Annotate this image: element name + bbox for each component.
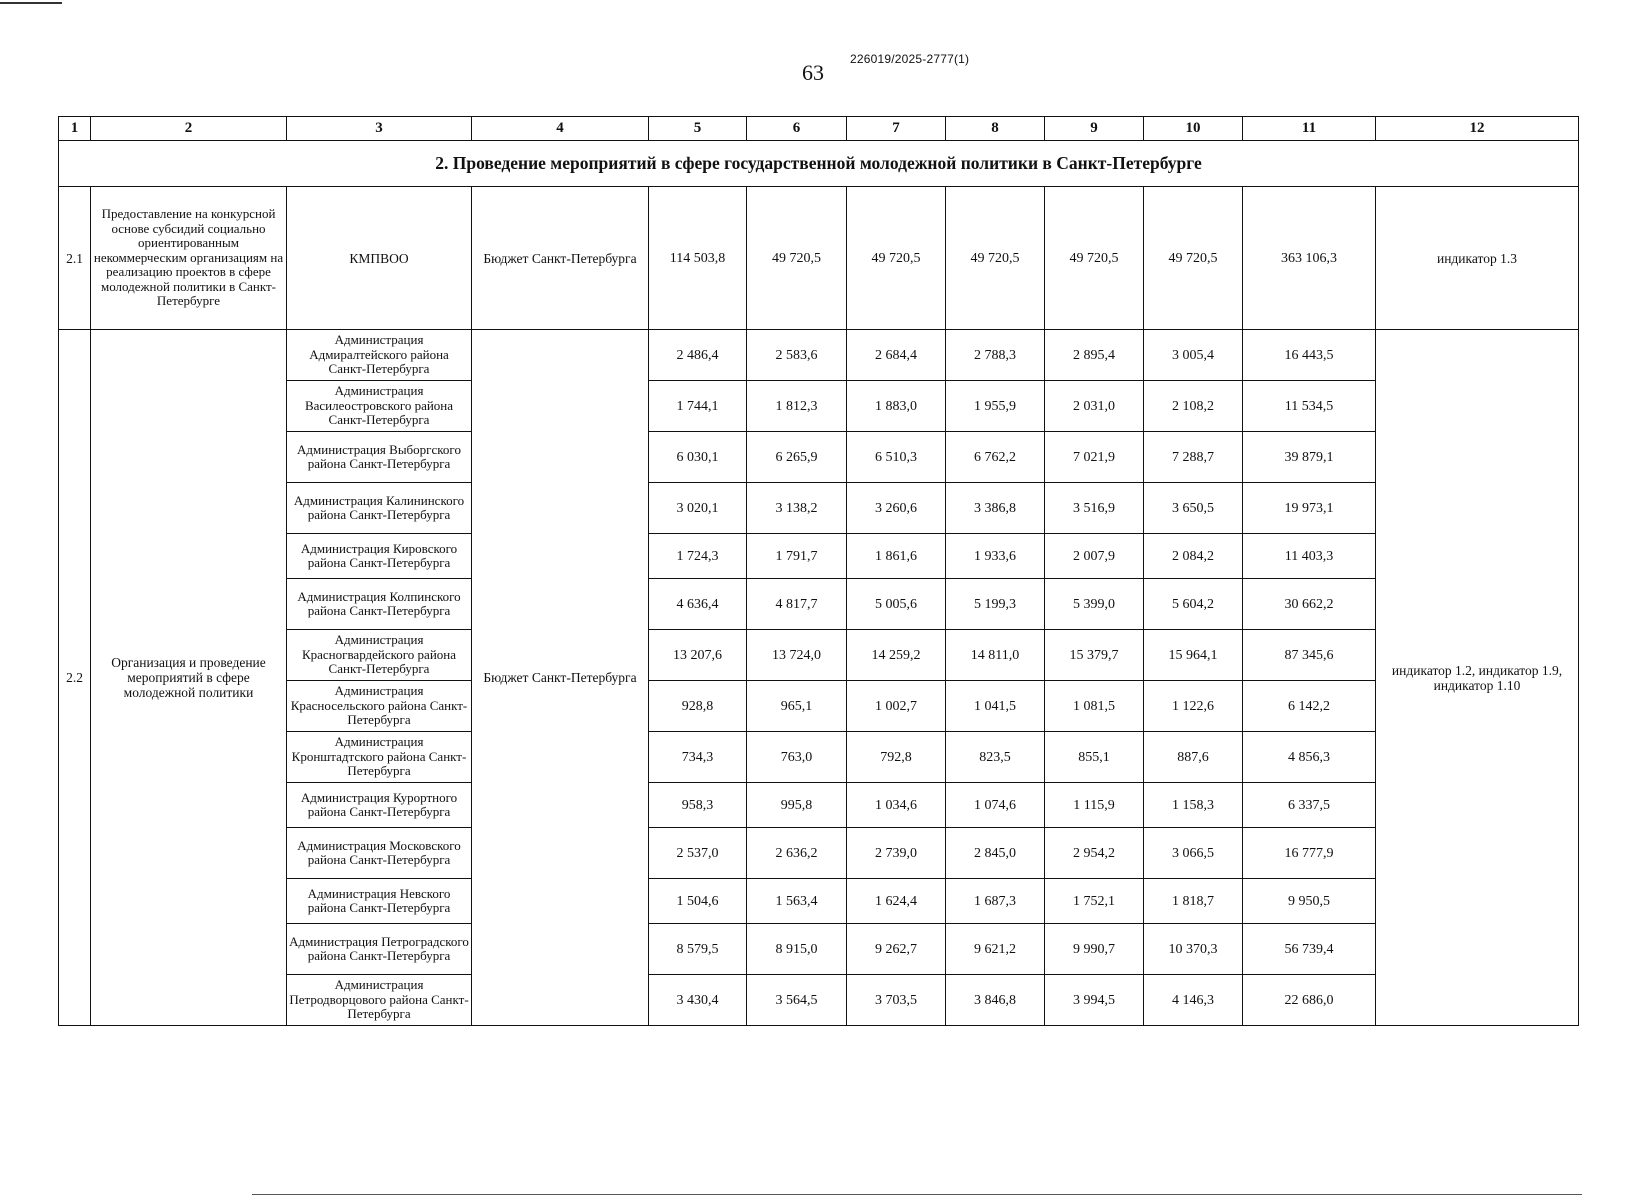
executor: Администрация Кронштадтского района Санкт-Петербурга [287,732,472,783]
total-cell: 16 443,5 [1243,330,1376,381]
value-cell: 1 122,6 [1144,681,1243,732]
total-cell: 19 973,1 [1243,483,1376,534]
scan-artifact-line [252,1194,1582,1195]
executor: Администрация Красносельского района Санкт-Петербурга [287,681,472,732]
executor: Администрация Красногвардейского района Санкт-Петербурга [287,630,472,681]
value-cell: 1 744,1 [649,381,747,432]
value-cell: 7 021,9 [1045,432,1144,483]
document-code: 226019/2025-2777(1) [850,52,970,66]
column-number-4: 4 [472,117,649,141]
total-cell: 4 856,3 [1243,732,1376,783]
executor: Администрация Выборгского района Санкт-Петербурга [287,432,472,483]
value-cell: 1 158,3 [1144,783,1243,828]
executor: Администрация Невского района Санкт-Петербурга [287,879,472,924]
total-cell: 39 879,1 [1243,432,1376,483]
table-row [59,432,1579,483]
value-cell: 2 108,2 [1144,381,1243,432]
value-cell: 4 146,3 [1144,975,1243,1026]
table-row [59,330,1579,381]
value-cell: 9 990,7 [1045,924,1144,975]
executor: Администрация Петроградского района Санкт-Петербурга [287,924,472,975]
budget-table-container [58,116,1578,1026]
table-row [59,381,1579,432]
total-cell: 30 662,2 [1243,579,1376,630]
value-cell: 2 486,4 [649,330,747,381]
indicator: индикатор 1.3 [1376,187,1579,330]
value-cell: 1 883,0 [847,381,946,432]
value-cell: 14 259,2 [847,630,946,681]
value-cell: 8 579,5 [649,924,747,975]
value-cell: 2 007,9 [1045,534,1144,579]
value-cell: 114 503,8 [649,187,747,330]
value-cell: 823,5 [946,732,1045,783]
table-row [59,732,1579,783]
value-cell: 6 030,1 [649,432,747,483]
value-cell: 1 791,7 [747,534,847,579]
value-cell: 5 604,2 [1144,579,1243,630]
value-cell: 6 265,9 [747,432,847,483]
table-row [59,975,1579,1026]
value-cell: 958,3 [649,783,747,828]
executor: Администрация Петродворцового района Санкт-Петербурга [287,975,472,1026]
table-row [59,483,1579,534]
column-number-2: 2 [91,117,287,141]
value-cell: 3 005,4 [1144,330,1243,381]
column-number-5: 5 [649,117,747,141]
value-cell: 49 720,5 [847,187,946,330]
value-cell: 792,8 [847,732,946,783]
value-cell: 1 955,9 [946,381,1045,432]
value-cell: 49 720,5 [1045,187,1144,330]
column-number-11: 11 [1243,117,1376,141]
column-number-10: 10 [1144,117,1243,141]
table-row [59,630,1579,681]
value-cell: 6 762,2 [946,432,1045,483]
page-number: 63 [802,60,824,85]
value-cell: 1 818,7 [1144,879,1243,924]
value-cell: 3 516,9 [1045,483,1144,534]
value-cell: 887,6 [1144,732,1243,783]
value-cell: 763,0 [747,732,847,783]
value-cell: 2 537,0 [649,828,747,879]
activity-name: Предоставление на конкурсной основе субсидий социально ориентированным некоммерческим организациям на реализацию проектов в сфере молодежной политики в Санкт-Петербурге [91,187,287,330]
value-cell: 2 636,2 [747,828,847,879]
total-cell: 87 345,6 [1243,630,1376,681]
executor: Администрация Курортного района Санкт-Петербурга [287,783,472,828]
executor: Администрация Московского района Санкт-Петербурга [287,828,472,879]
table-row [59,783,1579,828]
table-row [59,828,1579,879]
row-number: 2.2 [59,330,91,1026]
column-number-1: 1 [59,117,91,141]
value-cell: 15 379,7 [1045,630,1144,681]
value-cell: 3 650,5 [1144,483,1243,534]
funding-source: Бюджет Санкт-Петербурга [472,187,649,330]
value-cell: 1 687,3 [946,879,1045,924]
value-cell: 10 370,3 [1144,924,1243,975]
value-cell: 49 720,5 [946,187,1045,330]
value-cell: 2 031,0 [1045,381,1144,432]
column-number-7: 7 [847,117,946,141]
value-cell: 9 262,7 [847,924,946,975]
value-cell: 1 724,3 [649,534,747,579]
value-cell: 2 954,2 [1045,828,1144,879]
value-cell: 13 724,0 [747,630,847,681]
value-cell: 1 002,7 [847,681,946,732]
row-number: 2.1 [59,187,91,330]
value-cell: 49 720,5 [1144,187,1243,330]
table-row [59,681,1579,732]
table-row [59,534,1579,579]
value-cell: 4 817,7 [747,579,847,630]
executor: Администрация Кировского района Санкт-Петербурга [287,534,472,579]
value-cell: 995,8 [747,783,847,828]
activity-name: Организация и проведение мероприятий в сфере молодежной политики [91,330,287,1026]
total-cell: 11 403,3 [1243,534,1376,579]
value-cell: 1 115,9 [1045,783,1144,828]
value-cell: 5 005,6 [847,579,946,630]
executor: Администрация Адмиралтейского района Санкт-Петербурга [287,330,472,381]
value-cell: 5 199,3 [946,579,1045,630]
executor: Администрация Калининского района Санкт-Петербурга [287,483,472,534]
total-cell: 6 142,2 [1243,681,1376,732]
table-row [59,579,1579,630]
value-cell: 3 066,5 [1144,828,1243,879]
value-cell: 2 788,3 [946,330,1045,381]
value-cell: 1 034,6 [847,783,946,828]
value-cell: 1 812,3 [747,381,847,432]
value-cell: 1 074,6 [946,783,1045,828]
value-cell: 8 915,0 [747,924,847,975]
value-cell: 1 933,6 [946,534,1045,579]
total-cell: 56 739,4 [1243,924,1376,975]
executor: Администрация Василеостровского района Санкт-Петербурга [287,381,472,432]
total-cell: 6 337,5 [1243,783,1376,828]
value-cell: 2 739,0 [847,828,946,879]
value-cell: 3 386,8 [946,483,1045,534]
executor: Администрация Колпинского района Санкт-Петербурга [287,579,472,630]
value-cell: 3 260,6 [847,483,946,534]
section-title: 2. Проведение мероприятий в сфере государственной молодежной политики в Санкт-Петербурге [59,141,1579,187]
value-cell: 4 636,4 [649,579,747,630]
value-cell: 2 684,4 [847,330,946,381]
scan-artifact-line [0,2,62,4]
table-row [59,879,1579,924]
value-cell: 9 621,2 [946,924,1045,975]
value-cell: 1 081,5 [1045,681,1144,732]
table-row [59,924,1579,975]
value-cell: 15 964,1 [1144,630,1243,681]
value-cell: 3 430,4 [649,975,747,1026]
executor: КМПВОО [287,187,472,330]
value-cell: 1 752,1 [1045,879,1144,924]
total-cell: 11 534,5 [1243,381,1376,432]
value-cell: 855,1 [1045,732,1144,783]
value-cell: 3 020,1 [649,483,747,534]
value-cell: 1 504,6 [649,879,747,924]
value-cell: 3 703,5 [847,975,946,1026]
value-cell: 1 861,6 [847,534,946,579]
value-cell: 3 846,8 [946,975,1045,1026]
total-cell: 9 950,5 [1243,879,1376,924]
column-number-8: 8 [946,117,1045,141]
value-cell: 2 084,2 [1144,534,1243,579]
value-cell: 2 583,6 [747,330,847,381]
value-cell: 6 510,3 [847,432,946,483]
value-cell: 928,8 [649,681,747,732]
column-number-12: 12 [1376,117,1579,141]
value-cell: 3 138,2 [747,483,847,534]
table-row [59,187,1579,330]
total-cell: 363 106,3 [1243,187,1376,330]
value-cell: 2 845,0 [946,828,1045,879]
indicator: индикатор 1.2, индикатор 1.9, индикатор 1.10 [1376,330,1579,1026]
column-number-6: 6 [747,117,847,141]
column-number-9: 9 [1045,117,1144,141]
value-cell: 2 895,4 [1045,330,1144,381]
budget-table [58,116,1579,1026]
value-cell: 7 288,7 [1144,432,1243,483]
value-cell: 49 720,5 [747,187,847,330]
column-number-row [59,117,1579,141]
value-cell: 1 624,4 [847,879,946,924]
value-cell: 13 207,6 [649,630,747,681]
value-cell: 14 811,0 [946,630,1045,681]
value-cell: 5 399,0 [1045,579,1144,630]
value-cell: 3 564,5 [747,975,847,1026]
funding-source: Бюджет Санкт-Петербурга [472,330,649,1026]
value-cell: 965,1 [747,681,847,732]
value-cell: 3 994,5 [1045,975,1144,1026]
value-cell: 1 563,4 [747,879,847,924]
value-cell: 734,3 [649,732,747,783]
total-cell: 16 777,9 [1243,828,1376,879]
total-cell: 22 686,0 [1243,975,1376,1026]
column-number-3: 3 [287,117,472,141]
value-cell: 1 041,5 [946,681,1045,732]
